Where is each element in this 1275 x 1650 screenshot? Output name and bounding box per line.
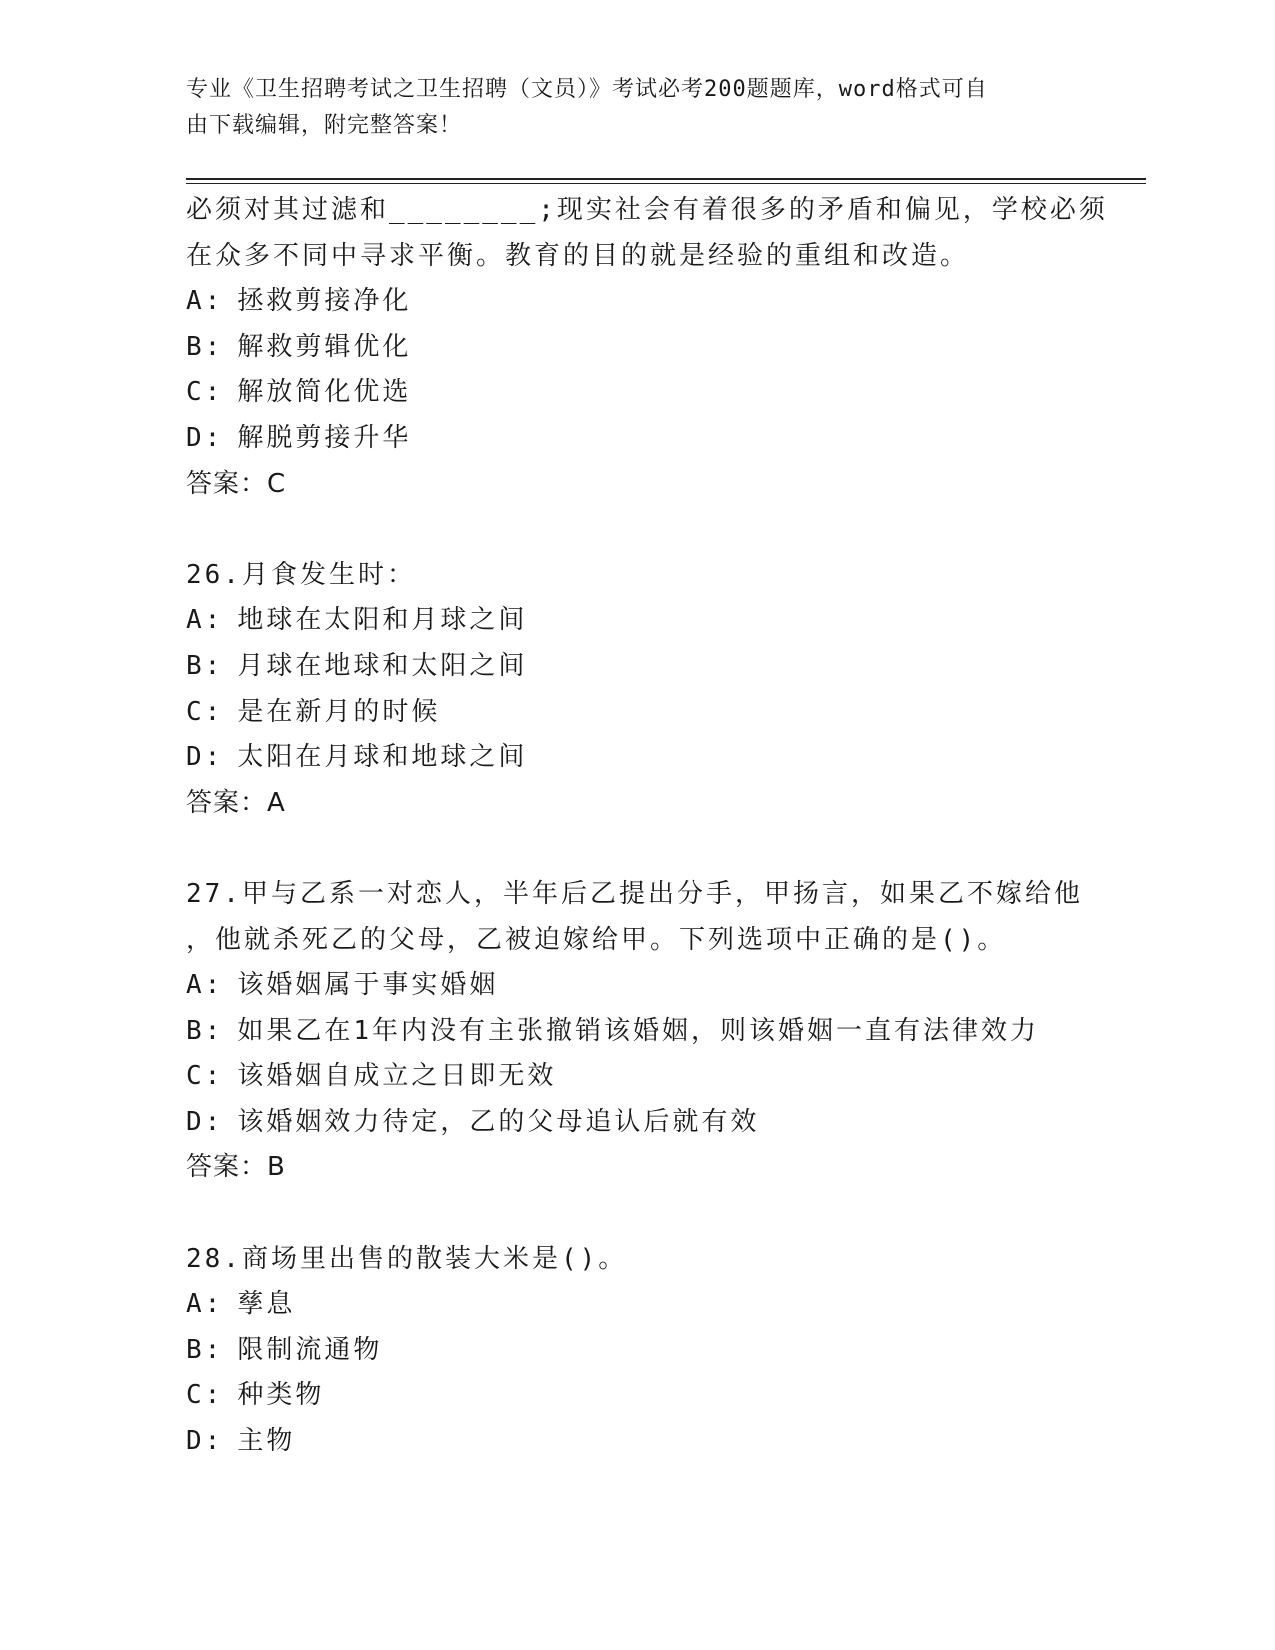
option-text: 解放简化优选	[237, 377, 412, 408]
answer-line: 答案：B	[186, 1152, 286, 1183]
question-26	[186, 553, 1086, 827]
option-text: 拯救剪接净化	[237, 286, 412, 317]
option-key: D:	[186, 742, 224, 773]
header-divider-thin	[186, 183, 1146, 184]
header-line-2: 由下载编辑，附完整答案！	[186, 113, 463, 138]
option-key: C:	[186, 1061, 224, 1092]
option-key: B:	[186, 331, 224, 362]
option-key: B:	[186, 650, 224, 681]
option-key: D:	[186, 1426, 224, 1457]
option-text: 该婚姻效力待定，乙的父母追认后就有效	[237, 1106, 760, 1137]
question-stem-line: ，他就杀死乙的父母，乙被迫嫁给甲。下列选项中正确的是()。	[186, 924, 1007, 955]
document-header	[186, 72, 1066, 144]
option-text: 解脱剪接升华	[237, 422, 412, 453]
question-25-continued	[186, 188, 1108, 507]
option-key: C:	[186, 1380, 224, 1411]
option-c	[186, 690, 1086, 736]
option-b	[186, 1009, 1086, 1055]
option-b	[186, 1328, 1086, 1374]
option-text: 孳息	[237, 1289, 296, 1320]
option-c	[186, 1373, 1086, 1419]
spacer	[186, 507, 1086, 553]
option-key: A:	[186, 605, 224, 636]
option-c	[186, 370, 1086, 416]
option-key: C:	[186, 696, 224, 727]
option-d	[186, 1100, 1086, 1146]
option-d	[186, 735, 1086, 781]
option-c	[186, 1054, 1086, 1100]
question-28	[186, 1237, 1086, 1465]
option-key: B:	[186, 1334, 224, 1365]
option-text: 如果乙在1年内没有主张撤销该婚姻，则该婚姻一直有法律效力	[237, 1015, 1039, 1046]
option-a	[186, 598, 1086, 644]
question-stem-line: 26.月食发生时：	[186, 559, 416, 590]
question-27	[186, 872, 1086, 1191]
option-text: 月球在地球和太阳之间	[237, 650, 528, 681]
option-text: 是在新月的时候	[237, 696, 441, 727]
option-d	[186, 1419, 1086, 1465]
option-b	[186, 644, 1086, 690]
answer-line: 答案：A	[186, 787, 286, 818]
option-key: A:	[186, 1289, 224, 1320]
option-text: 解救剪辑优化	[237, 331, 412, 362]
option-key: B:	[186, 1015, 224, 1046]
option-text: 该婚姻属于事实婚姻	[237, 970, 499, 1001]
option-text: 种类物	[237, 1380, 325, 1411]
option-b	[186, 325, 1086, 371]
option-a	[186, 1282, 1086, 1328]
question-stem-line: 必须对其过滤和________;现实社会有着很多的矛盾和偏见，学校必须	[186, 195, 1108, 225]
option-text: 该婚姻自成立之日即无效	[237, 1061, 557, 1092]
option-a	[186, 963, 1086, 1009]
answer-line: 答案：C	[186, 468, 287, 499]
option-text: 限制流通物	[237, 1334, 383, 1365]
option-key: A:	[186, 970, 224, 1001]
option-key: C:	[186, 377, 224, 408]
option-key: D:	[186, 422, 224, 453]
question-stem-line: 28.商场里出售的散装大米是()。	[186, 1243, 628, 1274]
option-text: 主物	[237, 1426, 296, 1457]
option-text: 太阳在月球和地球之间	[237, 742, 528, 773]
spacer	[186, 826, 1086, 872]
option-d	[186, 416, 1086, 462]
option-key: A:	[186, 286, 224, 317]
option-text: 地球在太阳和月球之间	[237, 605, 528, 636]
spacer	[186, 1191, 1086, 1237]
option-key: D:	[186, 1106, 224, 1137]
header-line-1: 专业《卫生招聘考试之卫生招聘（文员）》考试必考200题题库，word格式可自	[186, 77, 988, 102]
question-stem-line: 在众多不同中寻求平衡。教育的目的就是经验的重组和改造。	[186, 240, 970, 271]
option-a	[186, 279, 1086, 325]
header-divider-thick	[186, 178, 1146, 180]
question-stem-line: 27.甲与乙系一对恋人，半年后乙提出分手，甲扬言，如果乙不嫁给他	[186, 878, 1083, 909]
question-list	[186, 188, 1108, 1465]
